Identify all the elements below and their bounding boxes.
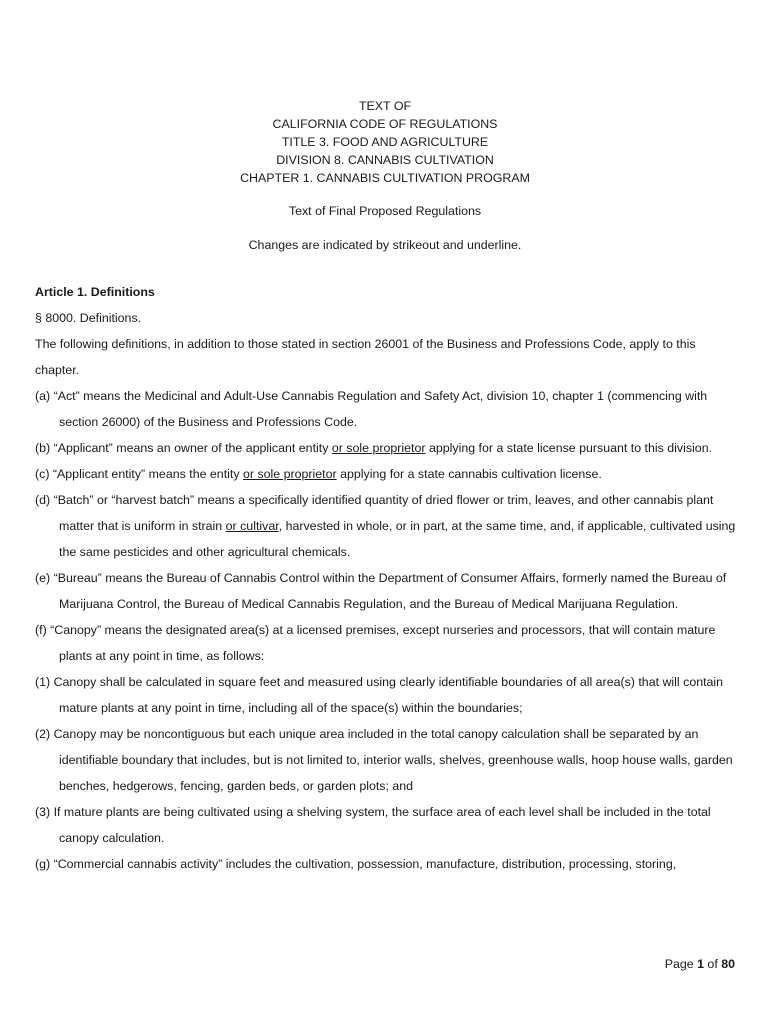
intro-paragraph: The following definitions, in addition to those stated in section 26001 of the Business and Professions Code, apply to this chapter. (35, 337, 696, 377)
definition-text: applying for a state license pursuant to this division. (425, 441, 713, 455)
definition-d (35, 487, 740, 565)
definition-text: , harvested in whole, or in part, at the same time, and, if applicable, cultivated using the same pesticides and other agricultural chemicals. (59, 519, 736, 559)
definition-b (35, 435, 740, 461)
definition-a: (a) “Act” means the Medicinal and Adult-Use Cannabis Regulation and Safety Act, division 10, chapter 1 (commencing with section 26000) of the Business and Professions Code. (35, 389, 708, 429)
document-subtitle: Text of Final Proposed Regulations (288, 204, 482, 218)
header-line: TEXT OF (358, 99, 412, 113)
page-footer (665, 955, 735, 973)
page-of-label: of (703, 957, 722, 971)
definition-text: (c) “Applicant entity” means the entity (35, 467, 243, 481)
article-title: Article 1. Definitions (35, 285, 155, 299)
definition-text: (b) “Applicant” means an owner of the applicant entity (35, 441, 332, 455)
underlined-insertion: or sole proprietor (331, 441, 426, 455)
definition-f-2: (2) Canopy may be noncontiguous but each unique area included in the total canopy calculation shall be separated by an identifiable boundary that includes, but is not limited to, interior walls, shelves, greenhouse walls, hoop house walls, garden benches, hedgerows, fencing, garden beds, or garden plots; and (35, 727, 733, 793)
definition-text: (d) “Batch” or “harvest batch” means a specifically identified quantity of dried flower or trim, leaves, and other cannabis plant matter that is uniform in strain (35, 493, 714, 533)
header-line: CHAPTER 1. CANNABIS CULTIVATION PROGRAM (240, 171, 530, 185)
header-line: CALIFORNIA CODE OF REGULATIONS (272, 117, 498, 131)
section-title: § 8000. Definitions. (35, 311, 142, 325)
underlined-insertion: or cultivar (225, 519, 279, 533)
definition-c (35, 461, 740, 487)
header-line: TITLE 3. FOOD AND AGRICULTURE (281, 135, 489, 149)
header-line: DIVISION 8. CANNABIS CULTIVATION (276, 153, 494, 167)
underlined-insertion: or sole proprietor (242, 467, 337, 481)
definition-f-1: (1) Canopy shall be calculated in square feet and measured using clearly identifiable boundaries of all area(s) that will contain mature plants at any point in time, including all of the space(s) within the boundaries; (35, 675, 724, 715)
definition-e: (e) “Bureau” means the Bureau of Cannabis Control within the Department of Consumer Affairs, formerly named the Bureau of Marijuana Control, the Bureau of Medical Cannabis Regulation, and the Bureau of Medical Marijuana Regulation. (35, 571, 727, 611)
document-header (0, 97, 770, 187)
page-total: 80 (721, 957, 735, 971)
page-number: 1 (697, 957, 704, 971)
changes-note: Changes are indicated by strikeout and underline. (248, 238, 522, 252)
definition-f-3: (3) If mature plants are being cultivated using a shelving system, the surface area of each level shall be included in the total canopy calculation. (35, 805, 711, 845)
definition-g: (g) “Commercial cannabis activity” includes the cultivation, possession, manufacture, distribution, processing, storing, (35, 857, 677, 871)
definition-text: applying for a state cannabis cultivation license. (336, 467, 602, 481)
definition-f: (f) “Canopy” means the designated area(s) at a licensed premises, except nurseries and processors, that will contain mature plants at any point in time, as follows: (35, 623, 716, 663)
page-label: Page (664, 957, 698, 971)
document-body (35, 279, 740, 877)
